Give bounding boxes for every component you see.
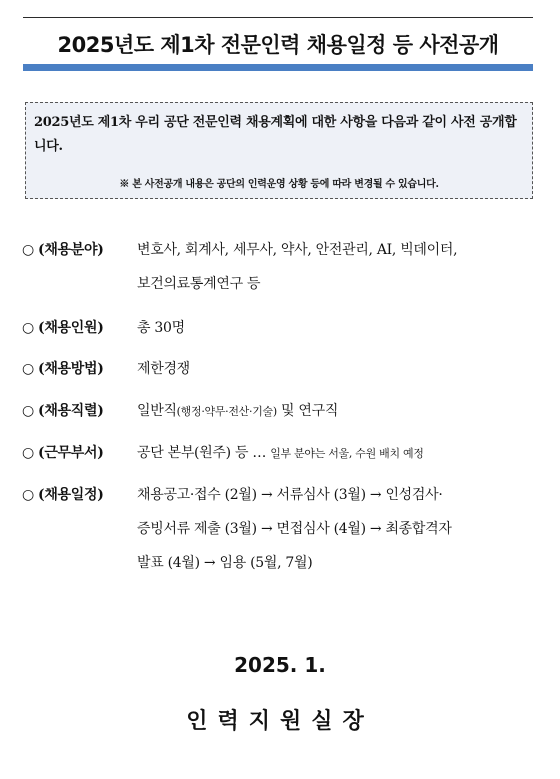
item-content bbox=[137, 352, 542, 386]
title-stripe bbox=[23, 64, 533, 71]
item-line: 제한경쟁 bbox=[137, 361, 190, 377]
item-label: (채용분야) bbox=[38, 242, 104, 258]
item-text-small: 일부 분야는 서울, 수원 배치 예정 bbox=[270, 447, 424, 460]
item-line: 총 30명 bbox=[137, 320, 185, 336]
page-title: 2025년도 제1차 전문인력 채용일정 등 사전공개 bbox=[57, 33, 499, 57]
bullet-icon: ○ bbox=[22, 242, 34, 258]
document-date: 2025. 1. bbox=[234, 653, 326, 677]
item-text-after: 및 연구직 bbox=[276, 403, 339, 419]
notice-box bbox=[25, 102, 533, 199]
bullet-icon: ○ bbox=[22, 487, 34, 503]
item-content bbox=[137, 478, 542, 580]
item-line: 변호사, 회계사, 세무사, 약사, 안전관리, AI, 빅데이터, bbox=[137, 242, 458, 258]
item-label: (근무부서) bbox=[38, 445, 104, 461]
item-label: (채용직렬) bbox=[38, 403, 104, 419]
bullet-icon: ○ bbox=[22, 361, 34, 377]
item-label: (채용인원) bbox=[38, 320, 104, 336]
bullet-icon: ○ bbox=[22, 445, 34, 461]
item-text: 공단 본부(원주) 등 … bbox=[137, 445, 271, 461]
item-line: 채용공고·접수 (2월) → 서류심사 (3월) → 인성검사· bbox=[137, 487, 443, 503]
bullet-icon: ○ bbox=[22, 403, 34, 419]
item-line bbox=[137, 394, 542, 429]
item-content bbox=[137, 311, 542, 345]
item-content bbox=[137, 436, 542, 471]
item-line: 증빙서류 제출 (3월) → 면접심사 (4월) → 최종합격자 bbox=[137, 521, 452, 537]
item-content bbox=[137, 394, 542, 429]
item-text-small: (행정·약무·전산·기술) bbox=[176, 405, 277, 418]
item-line: 보건의료통계연구 등 bbox=[137, 276, 261, 292]
item-line: 발표 (4월) → 임용 (5월, 7월) bbox=[137, 555, 313, 571]
title-bar bbox=[23, 17, 533, 71]
department-signature: 인력지원실장 bbox=[186, 709, 374, 734]
item-line bbox=[137, 436, 542, 471]
bullet-icon: ○ bbox=[22, 320, 34, 336]
item-label: (채용일정) bbox=[38, 487, 104, 503]
item-text: 일반직 bbox=[137, 403, 177, 419]
item-label: (채용방법) bbox=[38, 361, 104, 377]
notice-main-text: 2025년도 제1차 우리 공단 전문인력 채용계획에 대한 사항을 다음과 같이 사전 공개합니다. bbox=[34, 115, 517, 154]
notice-note: ※ 본 사전공개 내용은 공단의 인력운영 상황 등에 따라 변경될 수 있습니다. bbox=[119, 179, 439, 190]
item-content bbox=[137, 233, 542, 301]
